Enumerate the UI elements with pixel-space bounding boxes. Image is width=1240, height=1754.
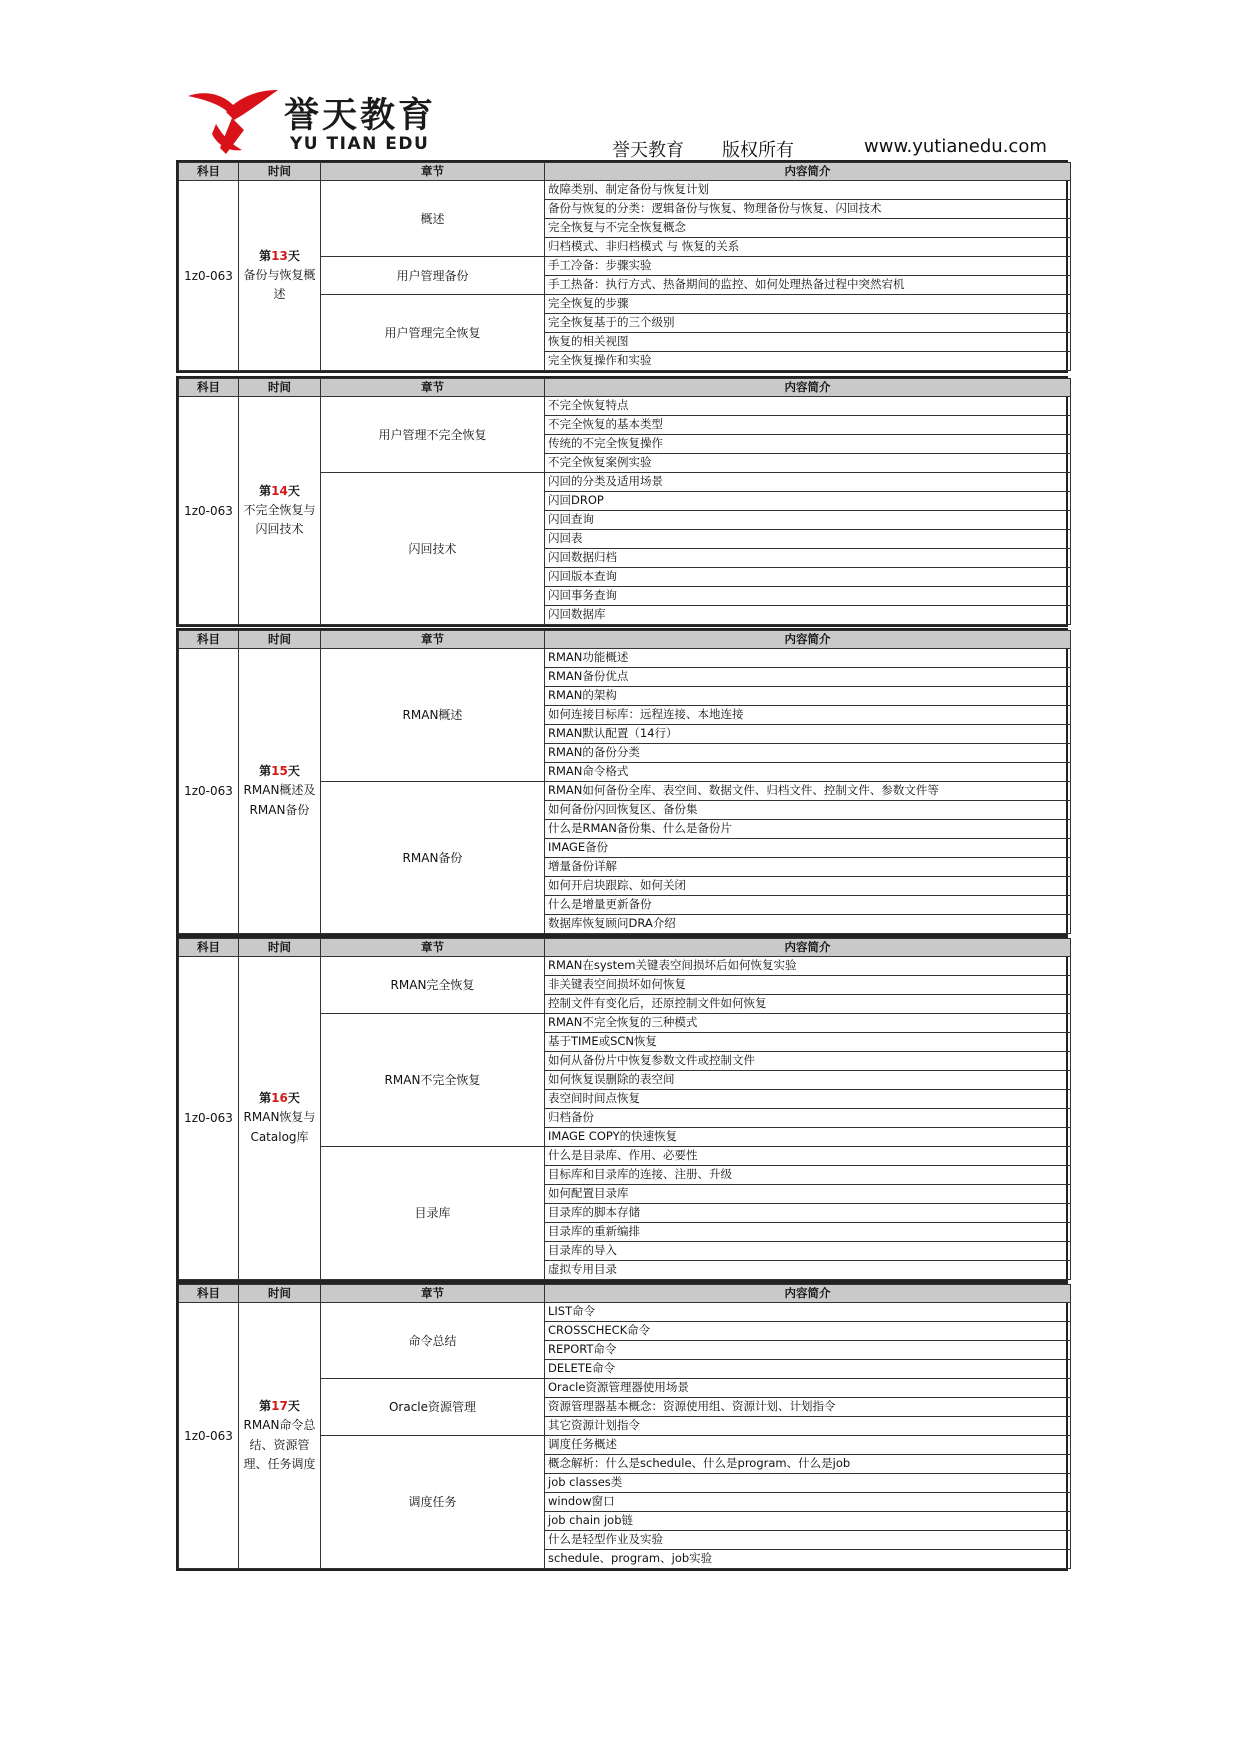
content-item: window窗口	[545, 1493, 1071, 1512]
day-suffix: 天	[287, 1399, 300, 1414]
content-item: RMAN不完全恢复的三种模式	[545, 1014, 1071, 1033]
chapter-cell: 用户管理备份	[321, 257, 545, 295]
time-description: RMAN概述及RMAN备份	[243, 783, 316, 817]
table-header-row	[179, 631, 1071, 649]
time-description: RMAN恢复与Catalog库	[243, 1110, 316, 1144]
content-item: 控制文件有变化后，还原控制文件如何恢复	[545, 995, 1071, 1014]
chapter-cell: 闪回技术	[321, 473, 545, 625]
content-item: 完全恢复的步骤	[545, 295, 1071, 314]
column-header: 时间	[239, 939, 321, 957]
content-item: RMAN默认配置（14行）	[545, 725, 1071, 744]
day-label	[240, 482, 319, 501]
column-header: 章节	[321, 163, 545, 181]
time-cell	[239, 957, 321, 1280]
column-header: 内容简介	[545, 631, 1071, 649]
chapter-cell: RMAN备份	[321, 782, 545, 934]
content-item: 什么是RMAN备份集、什么是备份片	[545, 820, 1071, 839]
content-item: IMAGE COPY的快速恢复	[545, 1128, 1071, 1147]
chapter-cell: RMAN完全恢复	[321, 957, 545, 1014]
day-suffix: 天	[287, 764, 300, 779]
table-header-row	[179, 163, 1071, 181]
content-item: 不完全恢复的基本类型	[545, 416, 1071, 435]
course-section	[176, 376, 1068, 627]
chapter-cell: 概述	[321, 181, 545, 257]
brand-name-en: YU TIAN EDU	[290, 134, 430, 154]
chapter-cell: 命令总结	[321, 1303, 545, 1379]
content-item: 目标库和目录库的连接、注册、升级	[545, 1166, 1071, 1185]
content-item: 归档备份	[545, 1109, 1071, 1128]
content-item: CROSSCHECK命令	[545, 1322, 1071, 1341]
course-table	[178, 162, 1071, 371]
day-number: 14	[271, 483, 288, 498]
subject-cell: 1z0-063	[179, 181, 239, 371]
content-item: 闪回DROP	[545, 492, 1071, 511]
column-header: 内容简介	[545, 939, 1071, 957]
content-item: 完全恢复基于的三个级别	[545, 314, 1071, 333]
column-header: 科目	[179, 163, 239, 181]
content-item: 手工冷备：步骤实验	[545, 257, 1071, 276]
time-cell	[239, 397, 321, 625]
content-item: 表空间时间点恢复	[545, 1090, 1071, 1109]
content-item: 如何从备份片中恢复参数文件或控制文件	[545, 1052, 1071, 1071]
time-description: RMAN命令总结、资源管理、任务调度	[243, 1418, 316, 1471]
content-item: 闪回数据归档	[545, 549, 1071, 568]
table-row	[179, 649, 1071, 668]
column-header: 科目	[179, 1285, 239, 1303]
content-item: 资源管理器基本概念：资源使用组、资源计划、计划指令	[545, 1398, 1071, 1417]
time-cell	[239, 1303, 321, 1569]
day-label	[240, 762, 319, 781]
content-item: 非关键表空间损坏如何恢复	[545, 976, 1071, 995]
content-item: LIST命令	[545, 1303, 1071, 1322]
course-section	[176, 1282, 1068, 1571]
chapter-cell: Oracle资源管理	[321, 1379, 545, 1436]
yutian-logo-icon	[186, 88, 282, 158]
content-item: 闪回版本查询	[545, 568, 1071, 587]
content-item: 数据库恢复顾问DRA介绍	[545, 915, 1071, 934]
content-item: 调度任务概述	[545, 1436, 1071, 1455]
table-header-row	[179, 379, 1071, 397]
content-item: 目录库的脚本存储	[545, 1204, 1071, 1223]
course-table	[178, 630, 1071, 934]
content-item: 如何配置目录库	[545, 1185, 1071, 1204]
column-header: 内容简介	[545, 1285, 1071, 1303]
content-item: RMAN在system关键表空间损坏后如何恢复实验	[545, 957, 1071, 976]
content-item: job chain job链	[545, 1512, 1071, 1531]
column-header: 章节	[321, 1285, 545, 1303]
content-item: 故障类别、制定备份与恢复计划	[545, 181, 1071, 200]
day-suffix: 天	[287, 1091, 300, 1106]
chapter-cell: RMAN不完全恢复	[321, 1014, 545, 1147]
course-table	[178, 938, 1071, 1280]
day-prefix: 第	[259, 1091, 272, 1106]
content-item: 传统的不完全恢复操作	[545, 435, 1071, 454]
day-prefix: 第	[259, 764, 272, 779]
course-section	[176, 936, 1068, 1282]
content-item: 如何恢复误删除的表空间	[545, 1071, 1071, 1090]
subject-cell: 1z0-063	[179, 1303, 239, 1569]
content-item: 虚拟专用目录	[545, 1261, 1071, 1280]
header-line	[612, 136, 1052, 160]
brand-logo	[186, 88, 476, 160]
content-item: 基于TIME或SCN恢复	[545, 1033, 1071, 1052]
table-row	[179, 181, 1071, 200]
content-item: job classes类	[545, 1474, 1071, 1493]
content-item: 不完全恢复案例实验	[545, 454, 1071, 473]
content-item: 归档模式、非归档模式 与 恢复的关系	[545, 238, 1071, 257]
day-prefix: 第	[259, 248, 272, 263]
chapter-cell: 调度任务	[321, 1436, 545, 1569]
content-item: 完全恢复与不完全恢复概念	[545, 219, 1071, 238]
time-description: 不完全恢复与闪回技术	[243, 502, 316, 537]
column-header: 章节	[321, 631, 545, 649]
day-label	[240, 1089, 319, 1108]
subject-cell: 1z0-063	[179, 397, 239, 625]
content-item: 恢复的相关视图	[545, 333, 1071, 352]
content-item: 手工热备：执行方式、热备期间的监控、如何处理热备过程中突然宕机	[545, 276, 1071, 295]
content-item: schedule、program、job实验	[545, 1550, 1071, 1569]
header-rights: 版权所有	[722, 140, 794, 161]
content-item: DELETE命令	[545, 1360, 1071, 1379]
column-header: 时间	[239, 1285, 321, 1303]
content-item: 闪回查询	[545, 511, 1071, 530]
course-table	[178, 378, 1071, 625]
time-description: 备份与恢复概述	[243, 267, 316, 302]
content-item: 概念解析：什么是schedule、什么是program、什么是job	[545, 1455, 1071, 1474]
content-item: 什么是增量更新备份	[545, 896, 1071, 915]
content-item: 目录库的导入	[545, 1242, 1071, 1261]
content-item: 如何备份闪回恢复区、备份集	[545, 801, 1071, 820]
content-item: Oracle资源管理器使用场景	[545, 1379, 1071, 1398]
course-section	[176, 160, 1068, 373]
day-number: 13	[271, 248, 288, 263]
content-item: RMAN命令格式	[545, 763, 1071, 782]
chapter-cell: 用户管理完全恢复	[321, 295, 545, 371]
content-item: 其它资源计划指令	[545, 1417, 1071, 1436]
day-label	[240, 247, 319, 266]
content-item: 什么是目录库、作用、必要性	[545, 1147, 1071, 1166]
subject-cell: 1z0-063	[179, 649, 239, 934]
table-row	[179, 397, 1071, 416]
content-item: 如何开启块跟踪、如何关闭	[545, 877, 1071, 896]
column-header: 科目	[179, 631, 239, 649]
day-suffix: 天	[287, 483, 300, 498]
course-table	[178, 1284, 1071, 1569]
brand-name-cn: 誉天教育	[284, 96, 437, 136]
chapter-cell: 目录库	[321, 1147, 545, 1280]
content-item: REPORT命令	[545, 1341, 1071, 1360]
content-item: 什么是轻型作业及实验	[545, 1531, 1071, 1550]
column-header: 内容简介	[545, 163, 1071, 181]
subject-cell: 1z0-063	[179, 957, 239, 1280]
day-label	[240, 1397, 319, 1416]
column-header: 时间	[239, 379, 321, 397]
content-item: RMAN如何备份全库、表空间、数据文件、归档文件、控制文件、参数文件等	[545, 782, 1071, 801]
column-header: 科目	[179, 379, 239, 397]
time-cell	[239, 181, 321, 371]
time-cell	[239, 649, 321, 934]
content-item: 闪回事务查询	[545, 587, 1071, 606]
content-item: 闪回表	[545, 530, 1071, 549]
content-item: RMAN备份优点	[545, 668, 1071, 687]
content-item: 闪回的分类及适用场景	[545, 473, 1071, 492]
content-item: 目录库的重新编排	[545, 1223, 1071, 1242]
content-item: 闪回数据库	[545, 606, 1071, 625]
content-item: RMAN的备份分类	[545, 744, 1071, 763]
chapter-cell: RMAN概述	[321, 649, 545, 782]
day-number: 15	[271, 764, 288, 779]
day-prefix: 第	[259, 483, 272, 498]
content-item: 完全恢复操作和实验	[545, 352, 1071, 371]
table-row	[179, 957, 1071, 976]
content-item: 增量备份详解	[545, 858, 1071, 877]
content-item: 备份与恢复的分类：逻辑备份与恢复、物理备份与恢复、闪回技术	[545, 200, 1071, 219]
day-suffix: 天	[287, 248, 300, 263]
header-website[interactable]: www.yutianedu.com	[864, 136, 1047, 157]
day-number: 16	[271, 1091, 288, 1106]
column-header: 章节	[321, 939, 545, 957]
column-header: 章节	[321, 379, 545, 397]
content-item: 如何连接目标库：远程连接、本地连接	[545, 706, 1071, 725]
day-number: 17	[271, 1399, 288, 1414]
table-row	[179, 1303, 1071, 1322]
column-header: 内容简介	[545, 379, 1071, 397]
column-header: 时间	[239, 163, 321, 181]
course-section	[176, 628, 1068, 936]
content-item: RMAN功能概述	[545, 649, 1071, 668]
content-item: 不完全恢复特点	[545, 397, 1071, 416]
header-company: 誉天教育	[612, 140, 684, 161]
day-prefix: 第	[259, 1399, 272, 1414]
table-header-row	[179, 939, 1071, 957]
column-header: 时间	[239, 631, 321, 649]
content-item: IMAGE备份	[545, 839, 1071, 858]
content-item: RMAN的架构	[545, 687, 1071, 706]
column-header: 科目	[179, 939, 239, 957]
table-header-row	[179, 1285, 1071, 1303]
chapter-cell: 用户管理不完全恢复	[321, 397, 545, 473]
